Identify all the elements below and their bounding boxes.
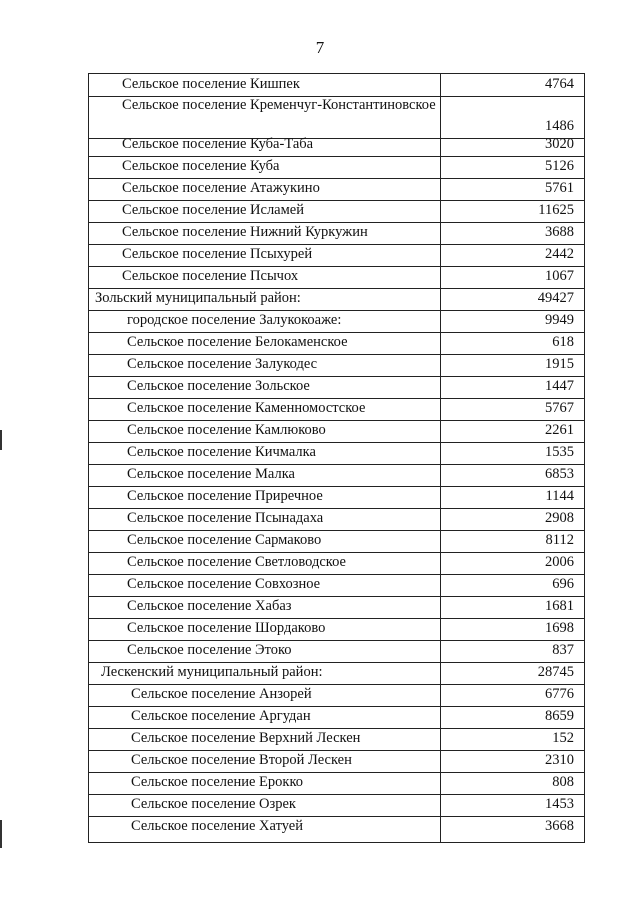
settlement-name: Сельское поселение Малка <box>127 466 295 482</box>
table-row <box>89 178 584 201</box>
table-row <box>89 464 584 487</box>
settlement-name: Сельское поселение Исламей <box>122 202 304 218</box>
table-row <box>89 750 584 773</box>
settlement-name: Сельское поселение Псыхурей <box>122 246 313 262</box>
population-value: 1915 <box>545 356 574 372</box>
population-value: 5126 <box>545 158 574 174</box>
table-row <box>89 96 584 139</box>
population-value: 28745 <box>537 664 574 680</box>
population-value: 6853 <box>545 466 574 482</box>
table-row <box>89 222 584 245</box>
table-row <box>89 772 584 795</box>
table-row <box>89 684 584 707</box>
settlement-name: городское поселение Залукокоаже: <box>127 312 342 328</box>
population-value: 1144 <box>545 488 574 504</box>
settlement-name: Сельское поселение Залукодес <box>127 356 318 372</box>
district-name: Лескенский муниципальный район: <box>101 664 323 680</box>
population-value: 1698 <box>545 620 574 636</box>
population-value: 5767 <box>545 400 574 416</box>
population-value: 696 <box>552 576 574 592</box>
settlement-name: Сельское поселение Каменномостское <box>127 400 366 416</box>
page-number: 7 <box>315 38 325 57</box>
settlement-name: Сельское поселение Шордаково <box>127 620 326 636</box>
population-value: 1535 <box>545 444 574 460</box>
population-value: 618 <box>552 334 574 350</box>
population-value: 2261 <box>545 422 574 438</box>
settlement-name: Сельское поселение Псынадаха <box>127 510 324 526</box>
settlement-name: Сельское поселение Анзорей <box>131 686 312 702</box>
population-value: 5761 <box>545 180 574 196</box>
population-value: 837 <box>552 642 574 658</box>
settlement-name: Сельское поселение Атажукино <box>122 180 320 196</box>
table-row <box>89 816 584 838</box>
settlement-name: Сельское поселение Светловодское <box>127 554 346 570</box>
settlement-name: Сельское поселение Камлюково <box>127 422 326 438</box>
table-row <box>89 486 584 509</box>
table-row <box>89 530 584 553</box>
settlement-name: Сельское поселение Ерокко <box>131 774 303 790</box>
settlement-name: Сельское поселение Хатуей <box>131 818 303 834</box>
table-row <box>89 552 584 575</box>
population-value: 2908 <box>545 510 574 526</box>
settlement-name: Сельское поселение Приречное <box>127 488 323 504</box>
population-value: 1453 <box>545 796 574 812</box>
table-row <box>89 376 584 399</box>
settlement-name: Сельское поселение Куба <box>122 158 280 174</box>
settlement-name: Сельское поселение Второй Лескен <box>131 752 352 768</box>
table-row <box>89 706 584 729</box>
table-row-district <box>89 288 584 311</box>
population-value: 3668 <box>545 818 574 834</box>
table-row <box>89 134 584 157</box>
population-value: 1681 <box>545 598 574 614</box>
population-value: 808 <box>552 774 574 790</box>
scan-edge-mark <box>0 820 2 848</box>
settlement-name: Сельское поселение Кременчуг-Константиновское <box>122 97 436 113</box>
settlement-name: Сельское поселение Совхозное <box>127 576 321 592</box>
settlement-name: Сельское поселение Аргудан <box>131 708 311 724</box>
table-row <box>89 574 584 597</box>
population-value: 6776 <box>545 686 574 702</box>
population-value: 9949 <box>545 312 574 328</box>
table-row <box>89 156 584 179</box>
table-row <box>89 640 584 663</box>
population-value: 2310 <box>545 752 574 768</box>
settlement-name: Сельское поселение Кишпек <box>122 76 300 92</box>
population-value: 1067 <box>545 268 574 284</box>
settlement-name: Сельское поселение Этоко <box>127 642 292 658</box>
population-value: 2442 <box>545 246 574 262</box>
table-row <box>89 618 584 641</box>
table-row <box>89 332 584 355</box>
table-row <box>89 200 584 223</box>
settlement-name: Сельское поселение Верхний Лескен <box>131 730 361 746</box>
table-row <box>89 398 584 421</box>
table-row-district <box>89 662 584 685</box>
population-value: 49427 <box>537 290 574 306</box>
table-row <box>89 244 584 267</box>
settlement-name: Сельское поселение Псычох <box>122 268 299 284</box>
population-value: 2006 <box>545 554 574 570</box>
table-row <box>89 310 584 333</box>
table-row <box>89 442 584 465</box>
table-row <box>89 266 584 289</box>
population-value: 152 <box>552 730 574 746</box>
settlement-name: Сельское поселение Куба-Таба <box>122 136 314 152</box>
population-value: 11625 <box>538 202 574 218</box>
population-value: 4764 <box>545 76 574 92</box>
settlement-name: Сельское поселение Озрек <box>131 796 296 812</box>
scan-edge-mark <box>0 430 2 450</box>
population-value: 1447 <box>545 378 574 394</box>
population-value: 1486 <box>545 118 574 134</box>
settlement-name: Сельское поселение Зольское <box>127 378 310 394</box>
settlement-name: Сельское поселение Хабаз <box>127 598 292 614</box>
table-row <box>89 794 584 817</box>
table-row <box>89 728 584 751</box>
settlement-name: Сельское поселение Нижний Куркужин <box>122 224 368 240</box>
settlement-name: Сельское поселение Белокаменское <box>127 334 348 350</box>
population-value: 3688 <box>545 224 574 240</box>
table-row <box>89 74 584 97</box>
settlement-name: Сельское поселение Кичмалка <box>127 444 316 460</box>
table-row <box>89 354 584 377</box>
population-value: 3020 <box>545 136 574 152</box>
settlement-name: Сельское поселение Сармаково <box>127 532 322 548</box>
table-row <box>89 508 584 531</box>
table-row <box>89 420 584 443</box>
district-name: Зольский муниципальный район: <box>95 290 301 306</box>
population-value: 8112 <box>545 532 574 548</box>
population-value: 8659 <box>545 708 574 724</box>
table-row <box>89 596 584 619</box>
